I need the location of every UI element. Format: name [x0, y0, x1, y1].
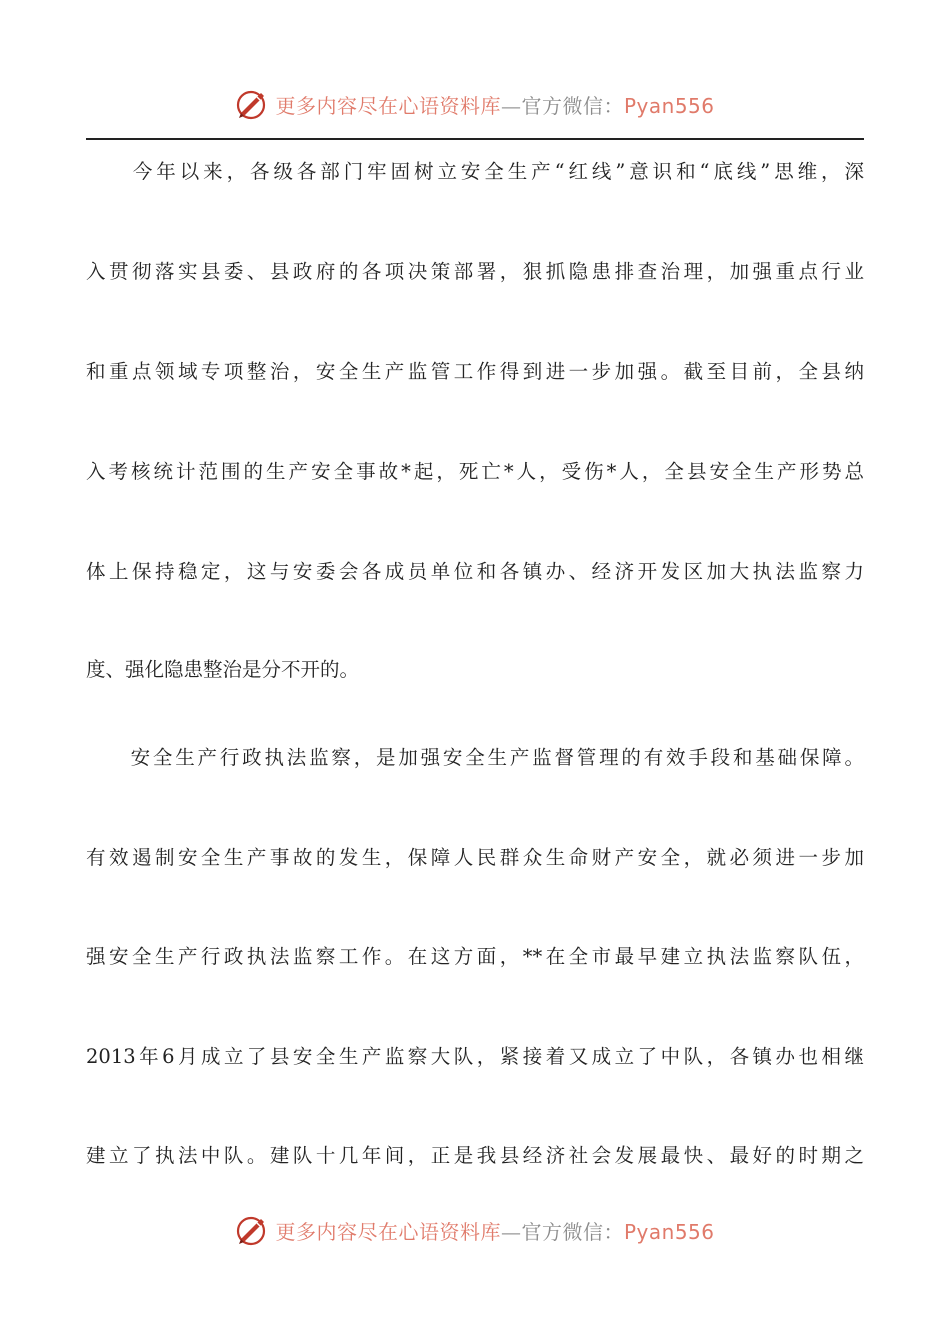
footer-banner [0, 1210, 950, 1250]
pen-logo-icon [235, 87, 269, 121]
body-line-4: 入考核统计范围的生产安全事故*起，死亡*人，受伤*人，全县安全生产形势总 [86, 460, 864, 483]
banner-wechat-id: Pyan556 [623, 93, 715, 118]
body-line-5: 体上保持稳定，这与安委会各成员单位和各镇办、经济开发区加大执法监察力 [86, 560, 864, 583]
body-line-9: 强安全生产行政执法监察工作。在这方面，**在全市最早建立执法监察队伍， [86, 945, 864, 968]
body-line-3: 和重点领域专项整治，安全生产监管工作得到进一步加强。截至目前，全县纳 [86, 360, 864, 383]
banner-brand: 更多内容尽在心语资料库 [275, 93, 501, 118]
banner-wechat-label: 官方微信： [521, 1219, 624, 1244]
header-banner [0, 84, 950, 124]
banner-wechat-id: Pyan556 [623, 1219, 715, 1244]
banner-text [275, 90, 714, 119]
body-line-10: 2013年6月成立了县安全生产监察大队，紧接着又成立了中队，各镇办也相继 [86, 1045, 864, 1068]
banner-text [275, 1216, 714, 1245]
body-line-8: 有效遏制安全生产事故的发生，保障人民群众生命财产安全，就必须进一步加 [86, 846, 864, 869]
body-line-11: 建立了执法中队。建队十几年间，正是我县经济社会发展最快、最好的时期之 [86, 1144, 864, 1167]
banner-dash: — [500, 93, 522, 118]
pen-logo-icon [235, 1213, 269, 1247]
body-line-6: 度、强化隐患整治是分不开的。 [86, 658, 360, 681]
body-line-7: 安全生产行政执法监察，是加强安全生产监督管理的有效手段和基础保障。 [86, 746, 864, 769]
banner-dash: — [500, 1219, 522, 1244]
banner-brand: 更多内容尽在心语资料库 [275, 1219, 501, 1244]
body-line-2: 入贯彻落实县委、县政府的各项决策部署，狠抓隐患排查治理，加强重点行业 [86, 260, 864, 283]
header-rule [86, 138, 864, 140]
body-line-1: 今年以来，各级各部门牢固树立安全生产“红线”意识和“底线”思维，深 [86, 160, 864, 183]
banner-wechat-label: 官方微信： [521, 93, 624, 118]
